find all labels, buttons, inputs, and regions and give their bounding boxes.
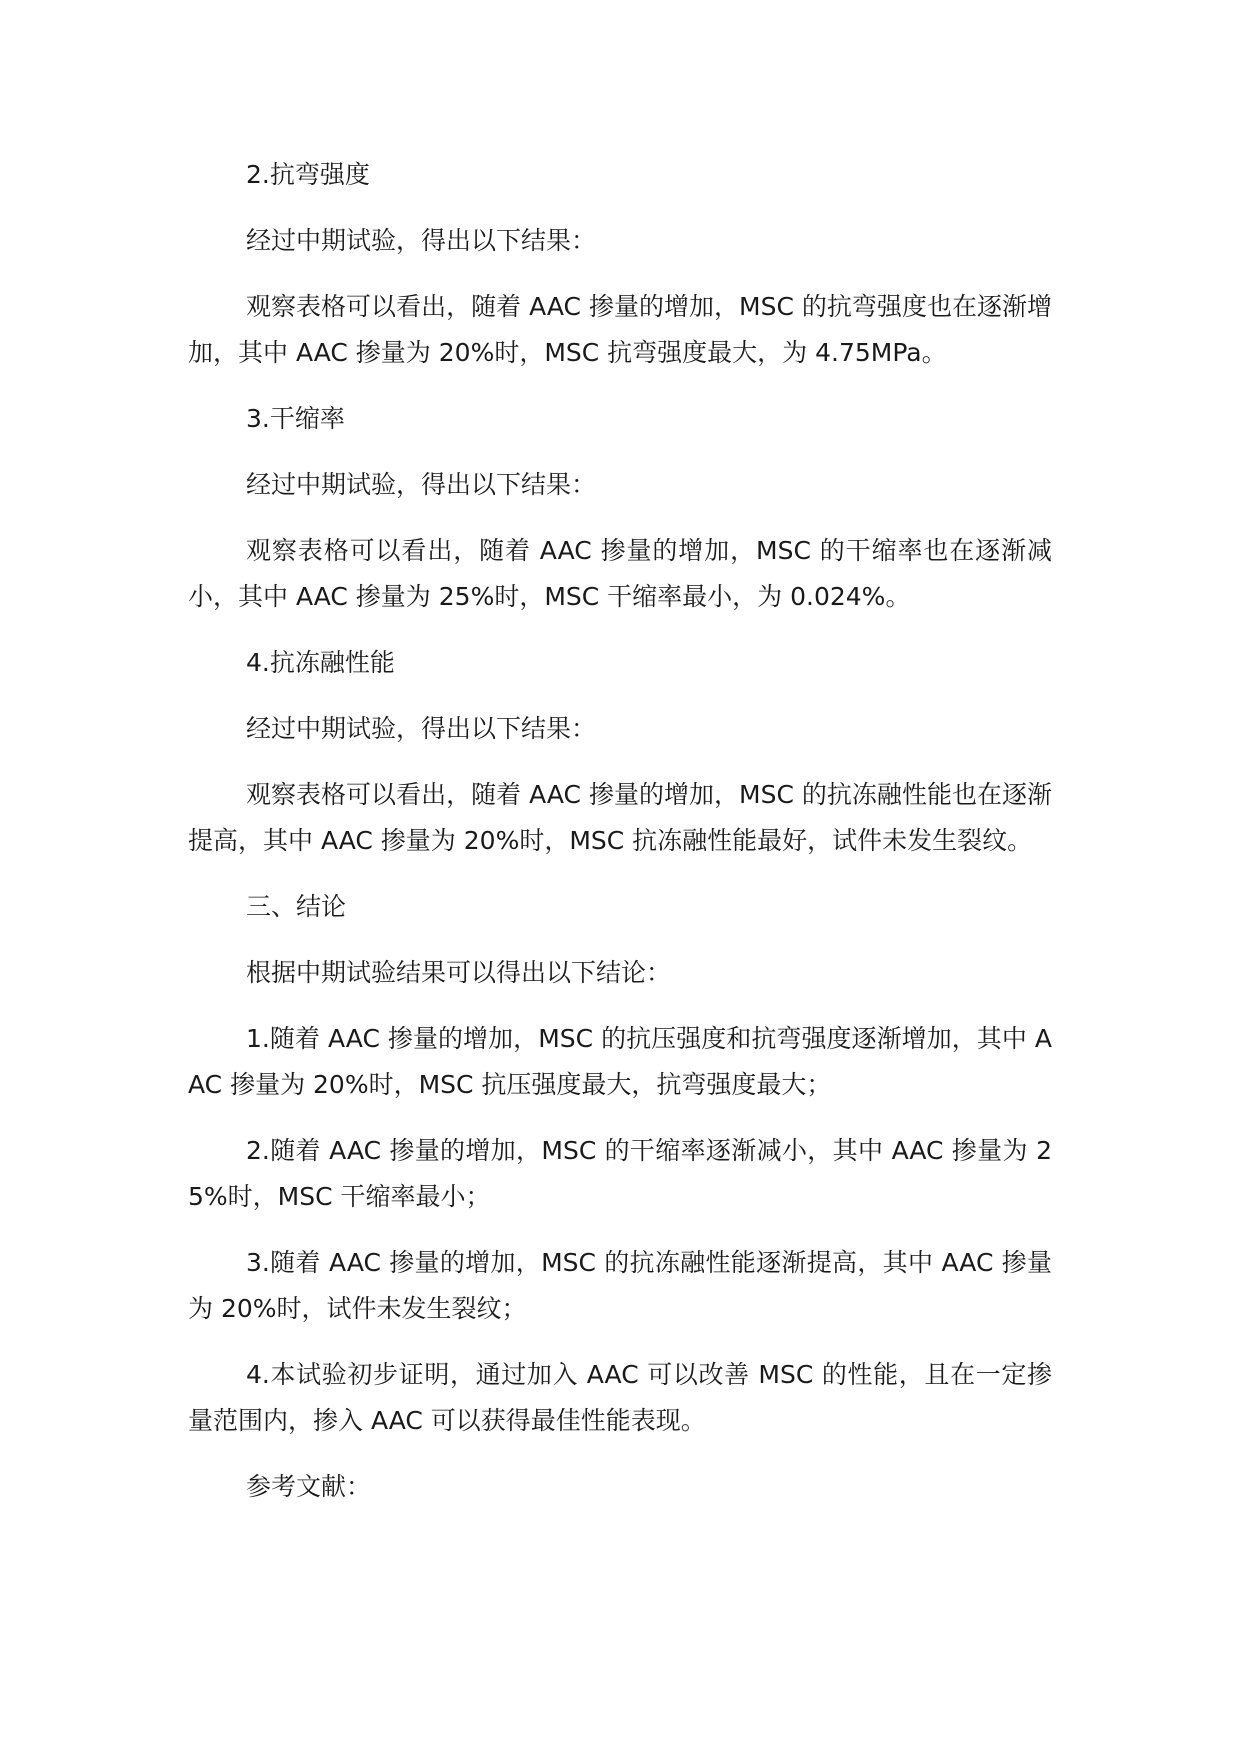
paragraph-conclusion-2: 2.随着 AAC 掺量的增加，MSC 的干缩率逐渐减小，其中 AAC 掺量为 25%时，MSC 干缩率最小； [188, 1136, 1052, 1211]
paragraph-conclusion-3: 3.随着 AAC 掺量的增加，MSC 的抗冻融性能逐渐提高，其中 AAC 掺量为 20%时，试件未发生裂纹； [188, 1248, 1052, 1323]
heading-freeze-thaw: 4.抗冻融性能 [246, 648, 395, 677]
document-body [188, 152, 1052, 1530]
heading-flexural-strength: 2.抗弯强度 [246, 160, 370, 189]
paragraph-conclusion-1: 1.随着 AAC 掺量的增加，MSC 的抗压强度和抗弯强度逐渐增加，其中 AAC 掺量为 20%时，MSC 抗压强度最大，抗弯强度最大； [188, 1024, 1052, 1099]
paragraph-shrinkage-result: 观察表格可以看出，随着 AAC 掺量的增加，MSC 的干缩率也在逐渐减小，其中 AAC 掺量为 25%时，MSC 干缩率最小，为 0.024%。 [188, 536, 1052, 611]
paragraph-freeze-intro: 经过中期试验，得出以下结果： [246, 714, 597, 743]
paragraph-flexural-result: 观察表格可以看出，随着 AAC 掺量的增加，MSC 的抗弯强度也在逐渐增加，其中 AAC 掺量为 20%时，MSC 抗弯强度最大，为 4.75MPa。 [188, 292, 1052, 367]
paragraph-freeze-result: 观察表格可以看出，随着 AAC 掺量的增加，MSC 的抗冻融性能也在逐渐提高，其中 AAC 掺量为 20%时，MSC 抗冻融性能最好，试件未发生裂纹。 [188, 780, 1052, 855]
heading-drying-shrinkage: 3.干缩率 [246, 404, 345, 433]
paragraph-flexural-intro: 经过中期试验，得出以下结果： [246, 226, 597, 255]
paragraph-conclusion-4: 4.本试验初步证明，通过加入 AAC 可以改善 MSC 的性能，且在一定掺量范围内，掺入 AAC 可以获得最佳性能表现。 [188, 1360, 1052, 1435]
heading-conclusion: 三、结论 [246, 892, 347, 921]
heading-references: 参考文献： [246, 1472, 372, 1501]
paragraph-shrinkage-intro: 经过中期试验，得出以下结果： [246, 470, 597, 499]
paragraph-conclusion-intro: 根据中期试验结果可以得出以下结论： [246, 958, 672, 987]
